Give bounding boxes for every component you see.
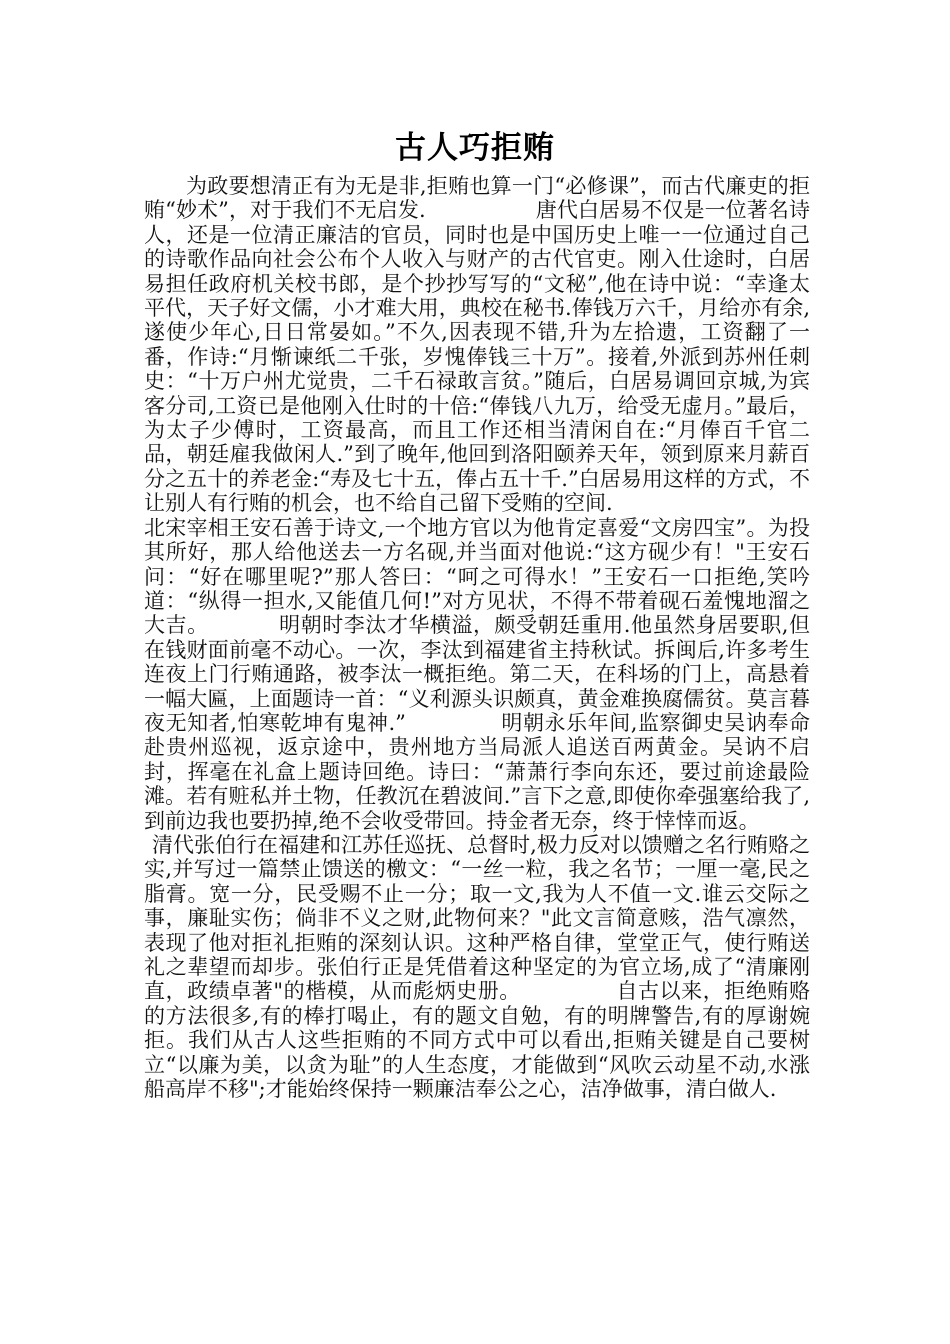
paragraph-wu-na: 明朝永乐年间,监察御史吴讷奉命赴贵州巡视，返京途中，贵州地方当局派人追送百两黄金。吴讷不启封，挥毫在礼盒上题诗回绝。诗曰：“萧萧行李向东还，要过前途最险滩。若有赃私并土物，任教沉在碧波间.”言下之意,即使你牵强塞给我了,到前边我也要扔掉,绝不会收受带回。持金者无奈，终于悻悻而返。 (144, 710, 810, 833)
paragraph-wang-anshi: 北宋宰相王安石善于诗文,一个地方官以为他肯定喜爱“文房四宝”。为投其所好，那人给他送去一方名砚,并当面对他说:“这方砚少有！"王安石问：“好在哪里呢?”那人答曰：“呵之可得水！”王安石一口拒绝,笑吟道：“纵得一担水,又能值几何!”对方见状，不得不带着砚石羞愧地溜之大吉。 (144, 515, 810, 638)
page-title: 古人巧拒贿 (395, 130, 555, 166)
paragraph-zhang-boxing: 清代张伯行在福建和江苏任巡抚、总督时,极力反对以馈赠之名行贿赂之实,并写过一篇禁止馈送的檄文：“一丝一粒，我之名节；一厘一毫,民之脂膏。宽一分，民受赐不止一分；取一文,我为人不值一文.谁云交际之事，廉耻实伤；倘非不义之财,此物何来？"此文言简意赅，浩气凛然，表现了他对拒礼拒贿的深刻认识。这种严格自律，堂堂正气，使行贿送礼之辈望而却步。张伯行正是凭借着这种坚定的为官立场,成了“清廉刚直，政绩卓著"的楷模，从而彪炳史册。 (144, 832, 810, 1004)
paragraph-li-tai: 明朝时李汰才华横溢，颇受朝廷重用.他虽然身居要职,但在钱财面前毫不动心。一次，李汰到福建省主持秋试。拆闽后,许多考生连夜上门行贿通路，被李汰一概拒绝。第二天，在科场的门上，高悬着一幅大匾，上面题诗一首：“义利源头识颇真，黄金难换腐儒贫。莫言暮夜无知者,怕寒乾坤有鬼神.” (144, 613, 810, 735)
article-body (144, 174, 810, 1101)
paragraph-bai-juyi: 唐代白居易不仅是一位著名诗人，还是一位清正廉洁的官员，同时也是中国历史上唯一一位通过自己的诗歌作品向社会公布个人收入与财产的古代官吏。刚入仕途时，白居易担任政府机关校书郎，是个抄抄写写的“文秘”,他在诗中说：“幸逢太平代，天子好文儒，小才难大用，典校在秘书.俸钱万六千，月给亦有余,遂使少年心,日日常晏如。”不久,因表现不错,升为左拾遗，工资翻了一番，作诗:“月惭谏纸二千张，岁愧俸钱三十万”。接着,外派到苏州任刺史：“十万户州尤觉贵，二千石禄敢言贫。”随后，白居易调回京城,为宾客分司,工资已是他刚入仕时的十倍:“俸钱八九万，给受无虚月。”最后，为太子少傅时，工资最高，而且工作还相当清闲自在:“月俸百千官二品，朝廷雇我做闲人.”到了晚年,他回到洛阳颐养天年，领到原来月薪百分之五十的养老金:“寿及七十五，俸占五十千.”白居易用这样的方式，不让别人有行贿的机会，也不给自己留下受贿的空间. (144, 198, 810, 516)
article-paragraph (144, 174, 810, 516)
paragraph-intro: 为政要想清正有为无是非,拒贿也算一门“必修课”，而古代廉吏的拒贿“妙术”，对于我们不无启发. (144, 174, 810, 223)
paragraph-conclusion: 自古以来，拒绝贿赂的方法很多,有的棒打喝止，有的题文自勉，有的明牌警告,有的厚谢婉拒。我们从古人这些拒贿的不同方式中可以看出,拒贿关键是自己要树立“以廉为美，以贪为耻”的人生态度，才能做到“风吹云动星不动,水涨船高岸不移";才能始终保持一颗廉洁奉公之心，洁净做事，清白做人. (144, 979, 810, 1102)
article-paragraph (144, 516, 810, 833)
article-paragraph (144, 833, 810, 1101)
